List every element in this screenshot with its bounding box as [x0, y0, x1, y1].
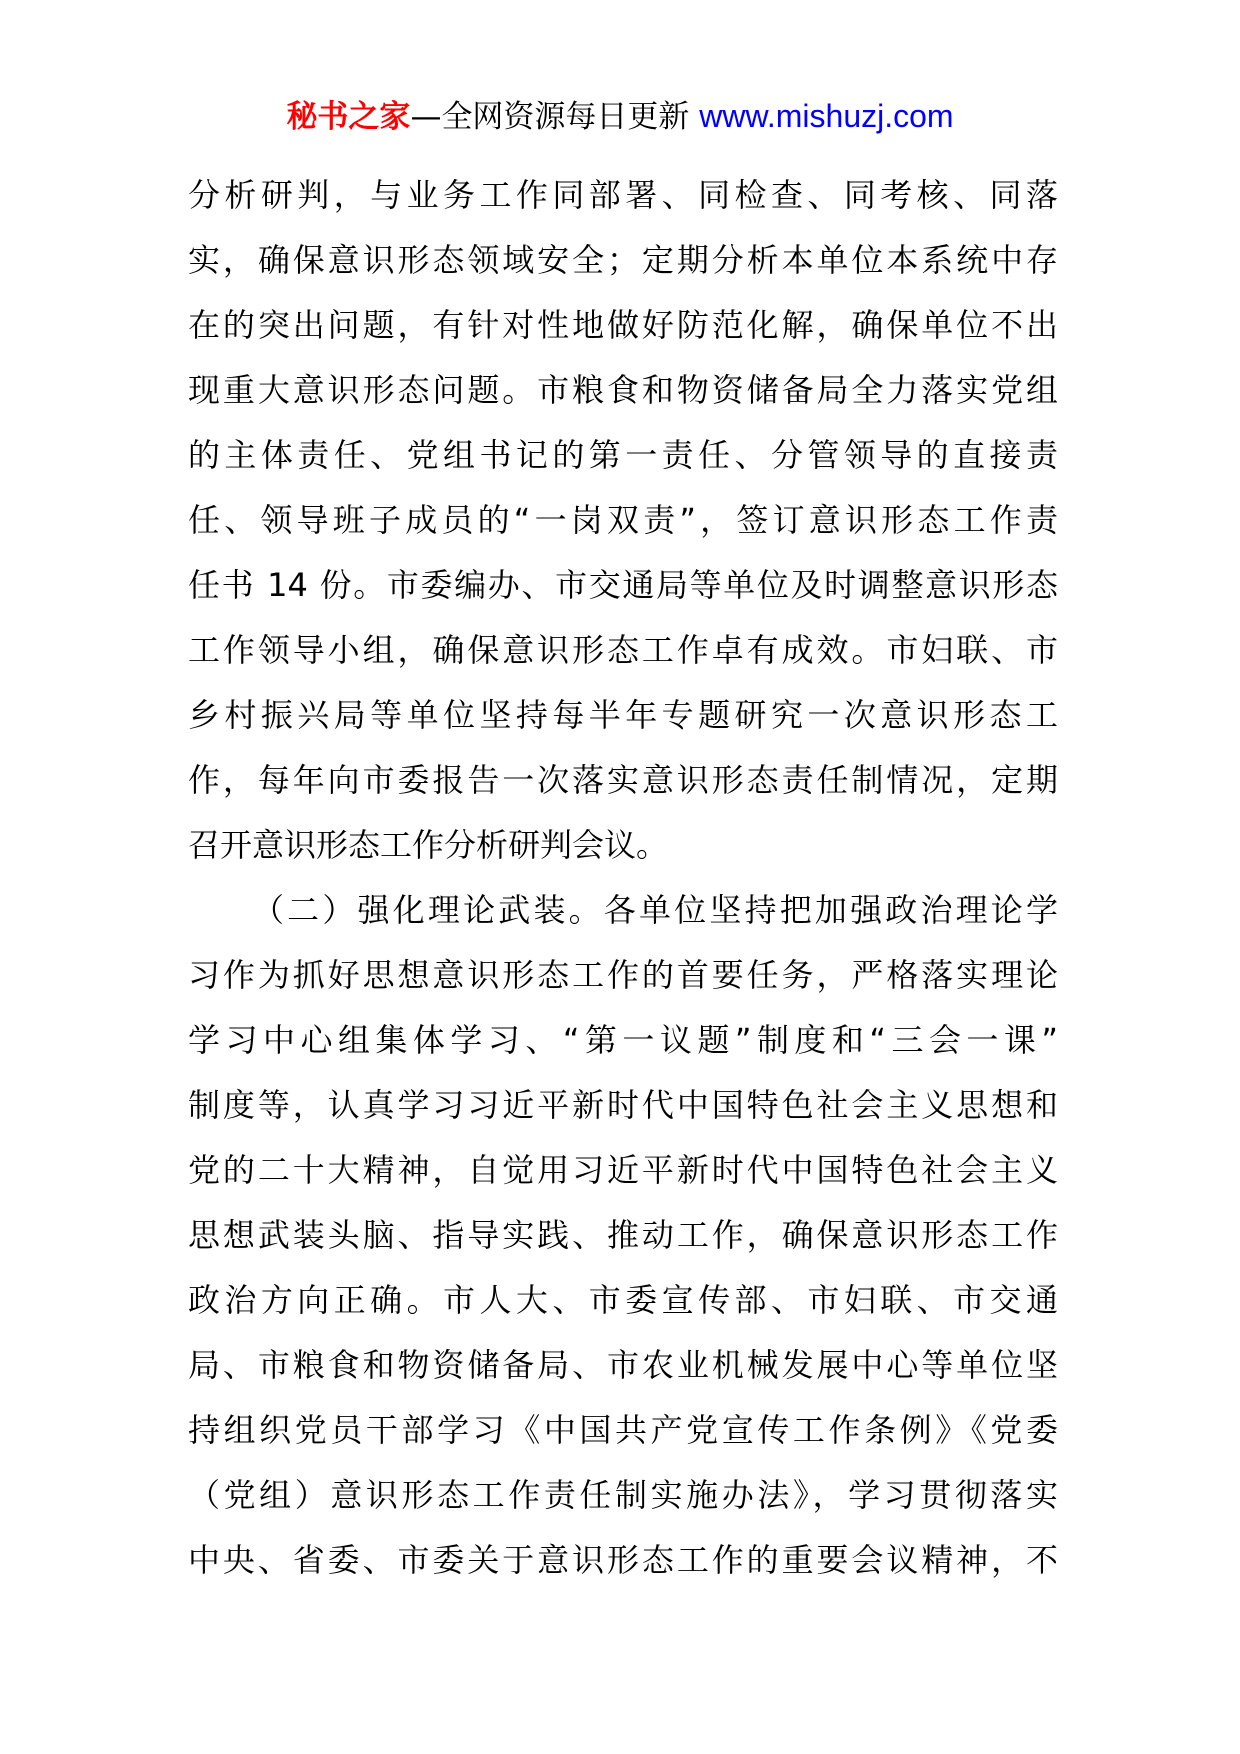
text-line: 召开意识形态工作分析研判会议。 — [188, 826, 669, 864]
header-slogan: —全网资源每日更新 — [410, 99, 700, 135]
text-line: 工作领导小组，确保意识形态工作卓有成效。市妇联、市 — [188, 631, 1058, 669]
paragraph-2 — [188, 878, 1058, 1593]
brand-name: 秘书之家 — [286, 99, 411, 135]
text-line: 思想武装头脑、指导实践、推动工作，确保意识形态工作 — [188, 1216, 1058, 1254]
text-line: 习作为抓好思想意识形态工作的首要任务，严格落实理论 — [188, 956, 1058, 994]
text-line: 实，确保意识形态领域安全；定期分析本单位本系统中存 — [188, 241, 1058, 279]
text-line: （党组）意识形态工作责任制实施办法》，学习贯彻落实 — [188, 1476, 1058, 1514]
text-line: 中央、省委、市委关于意识形态工作的重要会议精神，不 — [188, 1541, 1058, 1579]
text-line: 政治方向正确。市人大、市委宣传部、市妇联、市交通 — [188, 1281, 1058, 1319]
site-header — [0, 96, 1240, 137]
text-line: 的主体责任、党组书记的第一责任、分管领导的直接责 — [188, 436, 1058, 474]
text-line: 持组织党员干部学习《中国共产党宣传工作条例》《党委 — [188, 1411, 1058, 1449]
text-line: （二）强化理论武装。各单位坚持把加强政治理论学 — [252, 891, 1058, 929]
paragraph-1 — [188, 163, 1058, 878]
document-body — [188, 163, 1058, 1593]
text-line: 任书 14 份。市委编办、市交通局等单位及时调整意识形态 — [188, 566, 1058, 604]
text-line: 任、领导班子成员的“一岗双责”，签订意识形态工作责 — [188, 501, 1058, 539]
text-line: 制度等，认真学习习近平新时代中国特色社会主义思想和 — [188, 1086, 1058, 1124]
text-line: 党的二十大精神，自觉用习近平新时代中国特色社会主义 — [188, 1151, 1058, 1189]
text-line: 分析研判，与业务工作同部署、同检查、同考核、同落 — [188, 176, 1058, 214]
text-line: 学习中心组集体学习、“第一议题”制度和“三会一课” — [188, 1021, 1058, 1059]
text-line: 局、市粮食和物资储备局、市农业机械发展中心等单位坚 — [188, 1346, 1058, 1384]
text-line: 现重大意识形态问题。市粮食和物资储备局全力落实党组 — [188, 371, 1058, 409]
site-url-link[interactable]: www.mishuzj.com — [699, 98, 954, 134]
text-line: 在的突出问题，有针对性地做好防范化解，确保单位不出 — [188, 306, 1058, 344]
text-line: 乡村振兴局等单位坚持每半年专题研究一次意识形态工 — [188, 696, 1058, 734]
text-line: 作，每年向市委报告一次落实意识形态责任制情况，定期 — [188, 761, 1058, 799]
